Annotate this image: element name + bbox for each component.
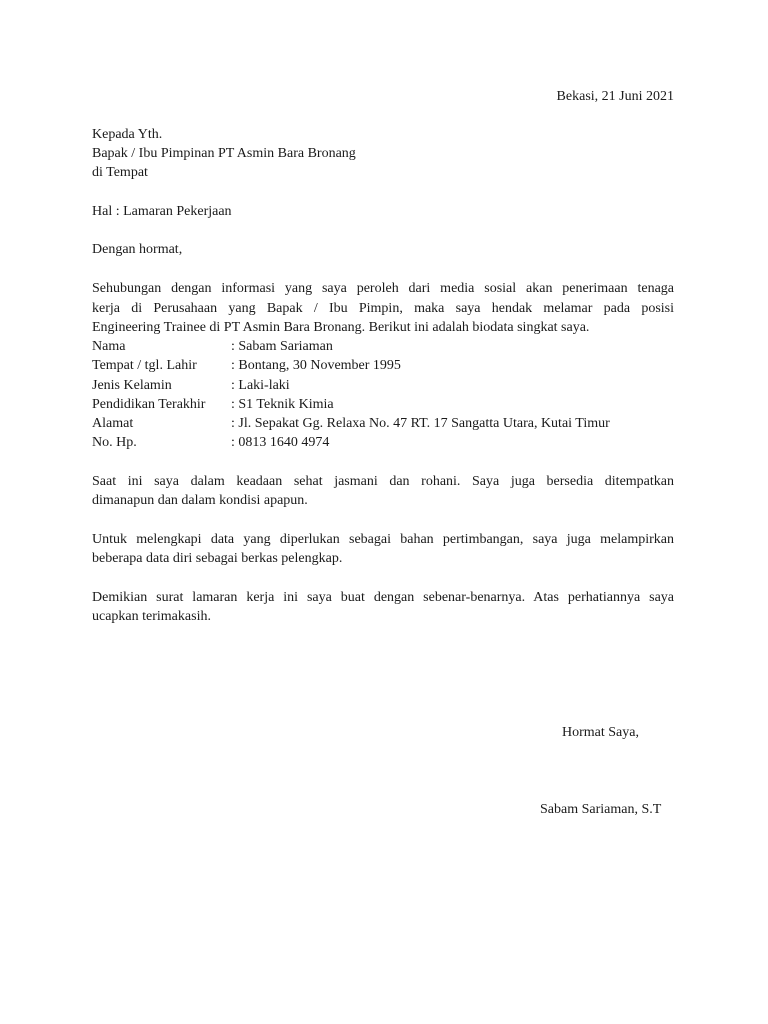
recipient-line: Kepada Yth. bbox=[92, 127, 163, 142]
health-paragraph-line: Saat ini saya dalam keadaan sehat jasmani dan rohani. Saya juga bersedia ditempatkan bbox=[92, 474, 674, 489]
biodata-label: Tempat / tgl. Lahir bbox=[92, 358, 197, 373]
subject-line: Hal : Lamaran Pekerjaan bbox=[92, 204, 232, 219]
intro-paragraph-line: Engineering Trainee di PT Asmin Bara Bronang. Berikut ini adalah biodata singkat saya. bbox=[92, 320, 590, 335]
biodata-value: : Jl. Sepakat Gg. Relaxa No. 47 RT. 17 Sangatta Utara, Kutai Timur bbox=[231, 416, 610, 431]
biodata-value: : Laki-laki bbox=[231, 378, 290, 393]
place-date: Bekasi, 21 Juni 2021 bbox=[556, 89, 674, 104]
signature-name: Sabam Sariaman, S.T bbox=[540, 802, 662, 817]
biodata-label: No. Hp. bbox=[92, 435, 137, 450]
biodata-value: : Sabam Sariaman bbox=[231, 339, 333, 354]
biodata-value: : 0813 1640 4974 bbox=[231, 435, 330, 450]
greeting: Dengan hormat, bbox=[92, 242, 183, 257]
biodata-label: Jenis Kelamin bbox=[92, 378, 172, 393]
health-paragraph-line: dimanapun dan dalam kondisi apapun. bbox=[92, 493, 308, 508]
attachment-paragraph-line: Untuk melengkapi data yang diperlukan sebagai bahan pertimbangan, saya juga melampirkan bbox=[92, 532, 674, 547]
biodata-label: Nama bbox=[92, 339, 126, 354]
salutation: Hormat Saya, bbox=[562, 725, 639, 740]
intro-paragraph-line: kerja di Perusahaan yang Bapak / Ibu Pimpin, maka saya hendak melamar pada posisi bbox=[92, 301, 674, 316]
intro-paragraph-line: Sehubungan dengan informasi yang saya peroleh dari media sosial akan penerimaan tenaga bbox=[92, 281, 674, 296]
biodata-value: : S1 Teknik Kimia bbox=[231, 397, 334, 412]
biodata-value: : Bontang, 30 November 1995 bbox=[231, 358, 401, 373]
recipient-line: di Tempat bbox=[92, 165, 148, 180]
closing-paragraph-line: Demikian surat lamaran kerja ini saya buat dengan sebenar-benarnya. Atas perhatiannya saya bbox=[92, 590, 674, 605]
attachment-paragraph-line: beberapa data diri sebagai berkas pelengkap. bbox=[92, 551, 343, 566]
recipient-line: Bapak / Ibu Pimpinan PT Asmin Bara Bronang bbox=[92, 146, 356, 161]
biodata-label: Alamat bbox=[92, 416, 134, 431]
closing-paragraph-line: ucapkan terimakasih. bbox=[92, 609, 211, 624]
biodata-label: Pendidikan Terakhir bbox=[92, 397, 206, 412]
